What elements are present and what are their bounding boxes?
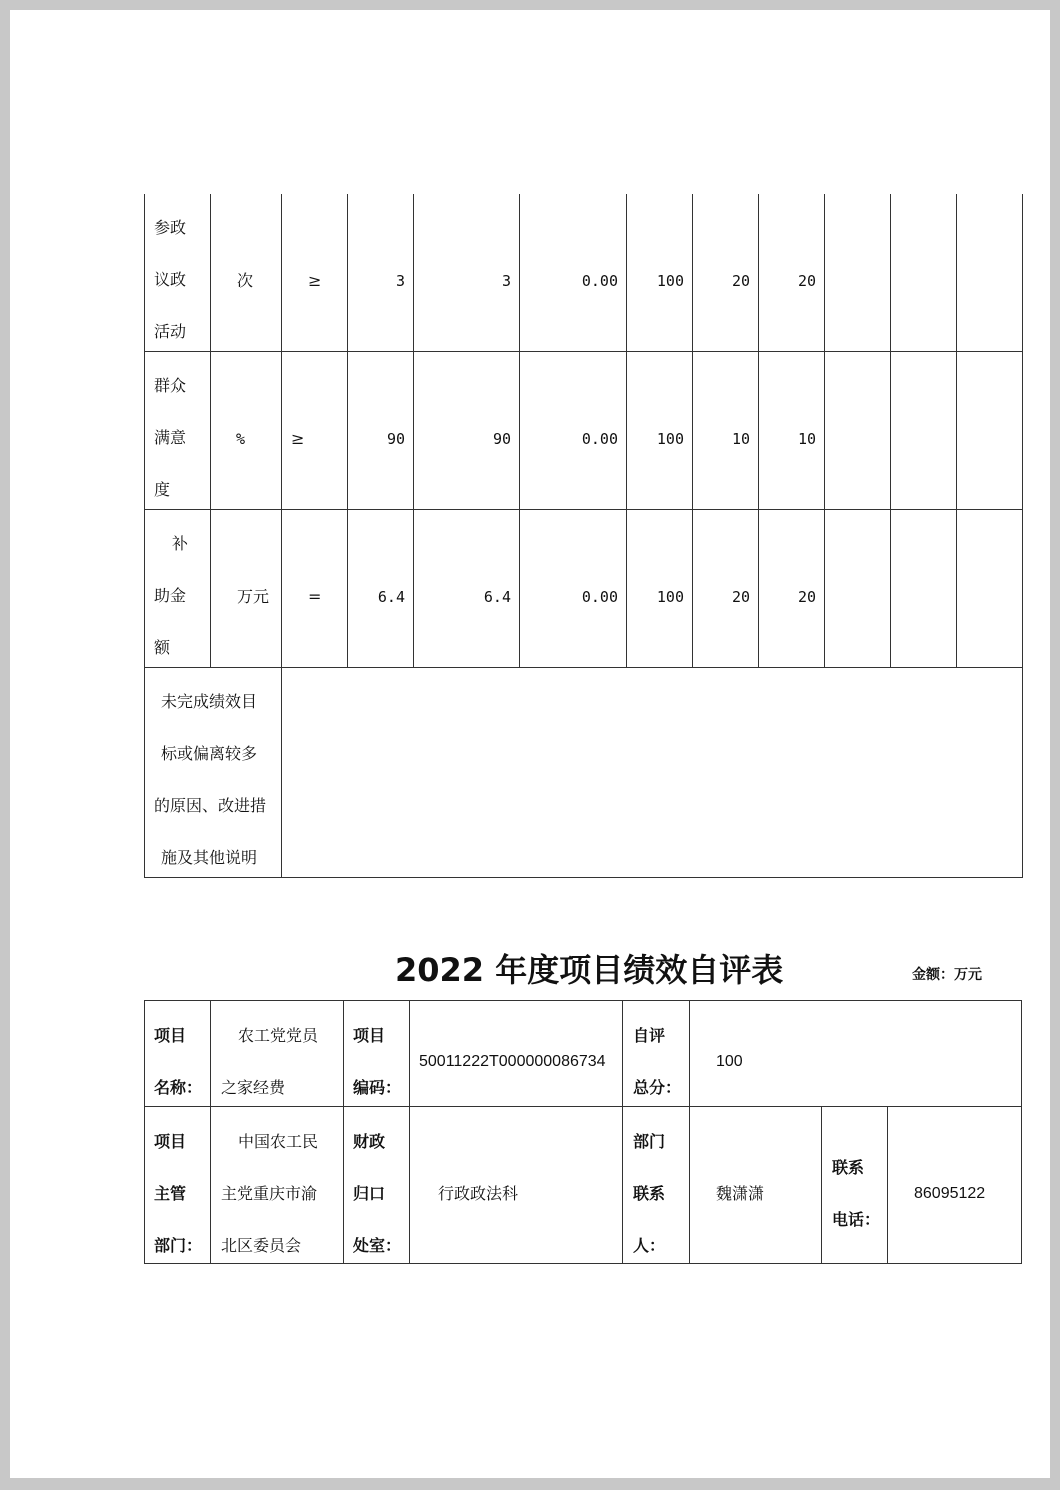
indicator-unit: % <box>236 430 246 448</box>
indicator-name: 群众 满意 度 <box>154 376 187 499</box>
indicator-rate: 100 <box>656 430 684 448</box>
remark-label: 未完成绩效目 标或偏离较多 的原因、改进措 施及其他说明 <box>154 692 267 867</box>
indicator-weight: 20 <box>731 588 750 606</box>
indicator-actual: 6.4 <box>483 588 511 606</box>
indicator-target: 90 <box>386 430 405 448</box>
indicator-deviation: 0.00 <box>581 272 618 290</box>
indicator-target: 3 <box>395 272 405 290</box>
phone-label: 联系 电话： <box>832 1158 881 1229</box>
form-title: 2022 年度项目绩效自评表 <box>395 951 784 989</box>
project-name-label: 项目 名称： <box>154 1026 203 1097</box>
indicator-deviation: 0.00 <box>581 588 618 606</box>
indicator-unit: 万元 <box>237 587 270 606</box>
project-code-value: 50011222T000000086734 <box>419 1053 606 1070</box>
total-score-label: 自评 总分： <box>633 1026 682 1097</box>
indicator-score: 10 <box>797 430 816 448</box>
indicator-score: 20 <box>797 588 816 606</box>
indicator-weight: 10 <box>731 430 750 448</box>
contact-value: 魏潇潇 <box>716 1184 765 1203</box>
indicator-operator: ≥ <box>308 271 322 290</box>
indicator-rate: 100 <box>656 588 684 606</box>
amount-unit: 金额：万元 <box>912 967 982 983</box>
dept-label: 项目 主管 部门： <box>154 1132 203 1255</box>
document-page <box>10 10 1050 1478</box>
indicator-score: 20 <box>797 272 816 290</box>
indicator-operator: ≥ <box>291 429 305 448</box>
phone-value: 86095122 <box>914 1185 986 1202</box>
finance-dept-label: 财政 归口 处室： <box>353 1132 402 1255</box>
indicator-actual: 3 <box>501 272 511 290</box>
finance-dept-value: 行政政法科 <box>438 1184 519 1203</box>
indicator-name: 参政 议政 活动 <box>154 218 187 341</box>
contact-label: 部门 联系 人： <box>633 1132 666 1255</box>
total-score-value: 100 <box>716 1053 743 1070</box>
indicator-deviation: 0.00 <box>581 430 618 448</box>
indicator-unit: 次 <box>237 271 254 290</box>
indicator-name: 补 助金 额 <box>154 534 189 657</box>
indicator-rate: 100 <box>656 272 684 290</box>
dept-value: 中国农工民 主党重庆市渝 北区委员会 <box>221 1132 319 1255</box>
indicator-weight: 20 <box>731 272 750 290</box>
indicator-actual: 90 <box>492 430 511 448</box>
project-code-label: 项目 编码： <box>353 1026 402 1097</box>
project-name-value: 农工党党员 之家经费 <box>221 1026 319 1097</box>
indicator-operator: = <box>308 587 322 606</box>
indicator-target: 6.4 <box>377 588 405 606</box>
